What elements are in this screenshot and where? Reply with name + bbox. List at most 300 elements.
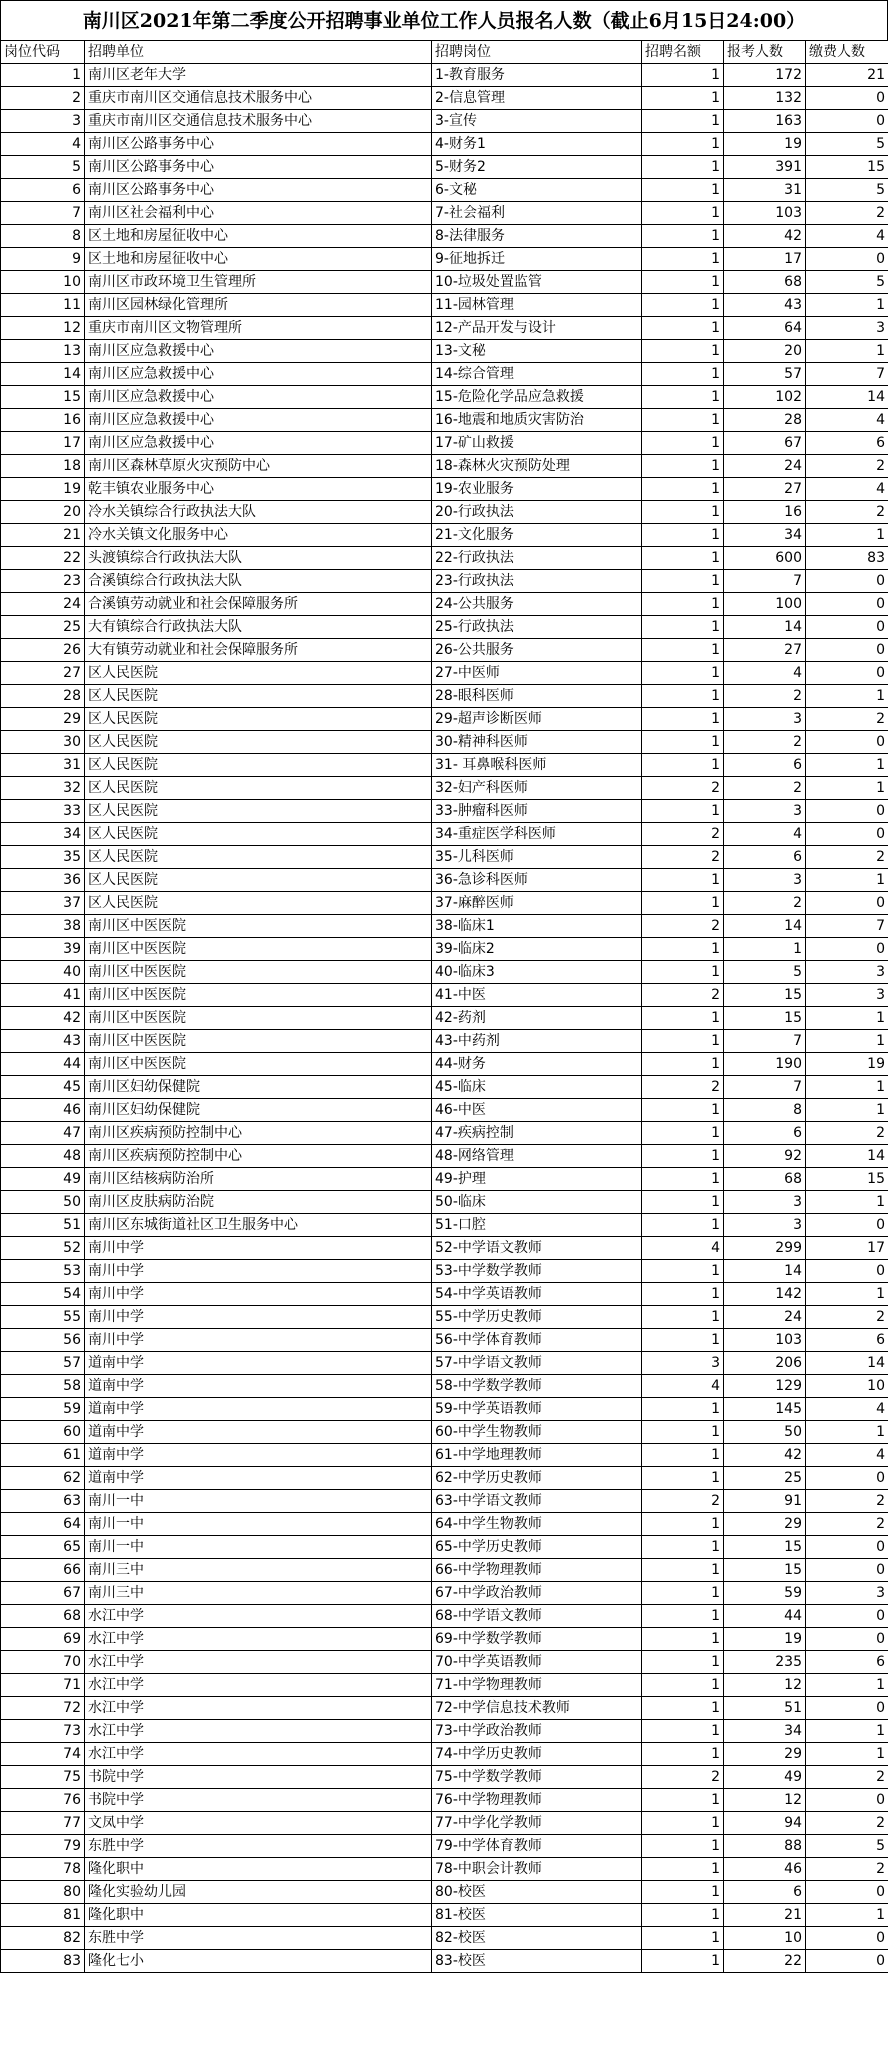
cell-position-code: 41 — [1, 984, 85, 1007]
cell-recruiting-unit: 书院中学 — [85, 1789, 432, 1812]
table-row — [1, 1536, 888, 1559]
cell-recruiting-unit: 水江中学 — [85, 1720, 432, 1743]
cell-recruiting-post: 45-临床 — [432, 1076, 642, 1099]
table-row — [1, 915, 888, 938]
cell-position-code: 1 — [1, 64, 85, 87]
cell-quota: 1 — [642, 1858, 724, 1881]
cell-recruiting-unit: 南川区应急救援中心 — [85, 363, 432, 386]
cell-quota: 1 — [642, 938, 724, 961]
cell-quota: 1 — [642, 340, 724, 363]
cell-recruiting-post: 53-中学数学教师 — [432, 1260, 642, 1283]
cell-applicants: 3 — [724, 1191, 806, 1214]
cell-position-code: 30 — [1, 731, 85, 754]
cell-quota: 1 — [642, 869, 724, 892]
cell-applicants: 24 — [724, 455, 806, 478]
cell-paid: 1 — [806, 1076, 888, 1099]
cell-applicants: 7 — [724, 1076, 806, 1099]
cell-recruiting-unit: 区土地和房屋征收中心 — [85, 248, 432, 271]
cell-applicants: 46 — [724, 1858, 806, 1881]
cell-applicants: 15 — [724, 1007, 806, 1030]
cell-paid: 0 — [806, 1260, 888, 1283]
cell-position-code: 59 — [1, 1398, 85, 1421]
cell-paid: 3 — [806, 961, 888, 984]
table-row — [1, 938, 888, 961]
cell-paid: 1 — [806, 1421, 888, 1444]
cell-recruiting-post: 20-行政执法 — [432, 501, 642, 524]
table-row — [1, 271, 888, 294]
cell-applicants: 4 — [724, 823, 806, 846]
cell-recruiting-unit: 南川区应急救援中心 — [85, 409, 432, 432]
table-row — [1, 1835, 888, 1858]
cell-position-code: 56 — [1, 1329, 85, 1352]
cell-recruiting-post: 57-中学语文教师 — [432, 1352, 642, 1375]
cell-recruiting-unit: 区人民医院 — [85, 823, 432, 846]
cell-applicants: 22 — [724, 1950, 806, 1973]
cell-paid: 4 — [806, 1444, 888, 1467]
cell-paid: 1 — [806, 1674, 888, 1697]
cell-recruiting-unit: 区人民医院 — [85, 754, 432, 777]
cell-position-code: 31 — [1, 754, 85, 777]
cell-position-code: 55 — [1, 1306, 85, 1329]
cell-position-code: 34 — [1, 823, 85, 846]
cell-recruiting-post: 13-文秘 — [432, 340, 642, 363]
cell-paid: 1 — [806, 1283, 888, 1306]
table-row — [1, 708, 888, 731]
cell-position-code: 70 — [1, 1651, 85, 1674]
cell-applicants: 43 — [724, 294, 806, 317]
cell-recruiting-unit: 南川区中医医院 — [85, 961, 432, 984]
cell-recruiting-unit: 南川一中 — [85, 1513, 432, 1536]
table-row — [1, 754, 888, 777]
cell-position-code: 53 — [1, 1260, 85, 1283]
cell-paid: 2 — [806, 1766, 888, 1789]
cell-position-code: 60 — [1, 1421, 85, 1444]
table-row — [1, 478, 888, 501]
table-row — [1, 1789, 888, 1812]
cell-recruiting-post: 62-中学历史教师 — [432, 1467, 642, 1490]
cell-recruiting-post: 48-网络管理 — [432, 1145, 642, 1168]
cell-paid: 7 — [806, 915, 888, 938]
cell-quota: 1 — [642, 179, 724, 202]
cell-recruiting-unit: 南川中学 — [85, 1329, 432, 1352]
cell-quota: 1 — [642, 294, 724, 317]
cell-applicants: 16 — [724, 501, 806, 524]
cell-quota: 1 — [642, 1467, 724, 1490]
cell-position-code: 20 — [1, 501, 85, 524]
cell-applicants: 59 — [724, 1582, 806, 1605]
table-row — [1, 87, 888, 110]
cell-quota: 1 — [642, 1007, 724, 1030]
cell-applicants: 27 — [724, 639, 806, 662]
table-row — [1, 1076, 888, 1099]
cell-position-code: 9 — [1, 248, 85, 271]
cell-applicants: 14 — [724, 915, 806, 938]
cell-applicants: 29 — [724, 1513, 806, 1536]
cell-position-code: 66 — [1, 1559, 85, 1582]
cell-recruiting-unit: 道南中学 — [85, 1421, 432, 1444]
cell-paid: 1 — [806, 685, 888, 708]
cell-applicants: 15 — [724, 1536, 806, 1559]
cell-applicants: 44 — [724, 1605, 806, 1628]
cell-paid: 14 — [806, 386, 888, 409]
table-row — [1, 202, 888, 225]
cell-quota: 1 — [642, 1122, 724, 1145]
cell-quota: 1 — [642, 248, 724, 271]
cell-position-code: 14 — [1, 363, 85, 386]
cell-recruiting-post: 30-精神科医师 — [432, 731, 642, 754]
cell-quota: 1 — [642, 225, 724, 248]
cell-recruiting-post: 68-中学语文教师 — [432, 1605, 642, 1628]
cell-quota: 1 — [642, 1099, 724, 1122]
table-row — [1, 524, 888, 547]
cell-position-code: 44 — [1, 1053, 85, 1076]
cell-recruiting-unit: 水江中学 — [85, 1605, 432, 1628]
cell-paid: 0 — [806, 1559, 888, 1582]
cell-recruiting-post: 8-法律服务 — [432, 225, 642, 248]
cell-applicants: 600 — [724, 547, 806, 570]
cell-quota: 1 — [642, 1651, 724, 1674]
cell-recruiting-post: 40-临床3 — [432, 961, 642, 984]
cell-applicants: 64 — [724, 317, 806, 340]
cell-applicants: 163 — [724, 110, 806, 133]
table-row — [1, 1191, 888, 1214]
cell-recruiting-unit: 南川中学 — [85, 1237, 432, 1260]
table-row — [1, 110, 888, 133]
cell-recruiting-unit: 区人民医院 — [85, 731, 432, 754]
cell-paid: 0 — [806, 1881, 888, 1904]
table-row — [1, 1030, 888, 1053]
cell-position-code: 75 — [1, 1766, 85, 1789]
cell-applicants: 15 — [724, 984, 806, 1007]
table-row — [1, 1651, 888, 1674]
cell-position-code: 68 — [1, 1605, 85, 1628]
cell-paid: 1 — [806, 1191, 888, 1214]
cell-position-code: 26 — [1, 639, 85, 662]
cell-recruiting-post: 11-园林管理 — [432, 294, 642, 317]
cell-paid: 2 — [806, 1812, 888, 1835]
cell-recruiting-unit: 南川区中医医院 — [85, 1053, 432, 1076]
cell-position-code: 61 — [1, 1444, 85, 1467]
cell-position-code: 51 — [1, 1214, 85, 1237]
cell-paid: 0 — [806, 593, 888, 616]
table-row — [1, 547, 888, 570]
cell-quota: 1 — [642, 1559, 724, 1582]
cell-quota: 1 — [642, 432, 724, 455]
cell-position-code: 10 — [1, 271, 85, 294]
table-row — [1, 294, 888, 317]
cell-paid: 4 — [806, 478, 888, 501]
cell-recruiting-unit: 南川区妇幼保健院 — [85, 1099, 432, 1122]
cell-paid: 15 — [806, 1168, 888, 1191]
cell-paid: 1 — [806, 869, 888, 892]
cell-recruiting-post: 16-地震和地质灾害防治 — [432, 409, 642, 432]
cell-applicants: 94 — [724, 1812, 806, 1835]
cell-applicants: 29 — [724, 1743, 806, 1766]
cell-recruiting-post: 38-临床1 — [432, 915, 642, 938]
cell-position-code: 49 — [1, 1168, 85, 1191]
cell-position-code: 12 — [1, 317, 85, 340]
cell-position-code: 62 — [1, 1467, 85, 1490]
cell-position-code: 29 — [1, 708, 85, 731]
cell-position-code: 4 — [1, 133, 85, 156]
cell-position-code: 8 — [1, 225, 85, 248]
cell-quota: 1 — [642, 1053, 724, 1076]
cell-recruiting-unit: 南川区中医医院 — [85, 938, 432, 961]
cell-applicants: 21 — [724, 1904, 806, 1927]
cell-position-code: 43 — [1, 1030, 85, 1053]
table-row — [1, 1214, 888, 1237]
table-row — [1, 1375, 888, 1398]
table-row — [1, 846, 888, 869]
cell-recruiting-unit: 南川区森林草原火灾预防中心 — [85, 455, 432, 478]
cell-recruiting-post: 19-农业服务 — [432, 478, 642, 501]
cell-quota: 1 — [642, 1329, 724, 1352]
cell-applicants: 2 — [724, 892, 806, 915]
cell-position-code: 48 — [1, 1145, 85, 1168]
cell-recruiting-unit: 道南中学 — [85, 1444, 432, 1467]
cell-recruiting-unit: 南川区中医医院 — [85, 1030, 432, 1053]
cell-recruiting-post: 22-行政执法 — [432, 547, 642, 570]
cell-recruiting-unit: 南川中学 — [85, 1260, 432, 1283]
cell-recruiting-post: 43-中药剂 — [432, 1030, 642, 1053]
cell-quota: 1 — [642, 1283, 724, 1306]
cell-applicants: 28 — [724, 409, 806, 432]
cell-applicants: 42 — [724, 1444, 806, 1467]
table-row — [1, 1743, 888, 1766]
cell-quota: 1 — [642, 156, 724, 179]
cell-paid: 1 — [806, 1007, 888, 1030]
cell-applicants: 102 — [724, 386, 806, 409]
cell-recruiting-unit: 南川区园林绿化管理所 — [85, 294, 432, 317]
cell-position-code: 82 — [1, 1927, 85, 1950]
cell-applicants: 100 — [724, 593, 806, 616]
cell-paid: 0 — [806, 110, 888, 133]
cell-position-code: 42 — [1, 1007, 85, 1030]
cell-quota: 1 — [642, 455, 724, 478]
cell-paid: 0 — [806, 800, 888, 823]
cell-position-code: 7 — [1, 202, 85, 225]
cell-applicants: 25 — [724, 1467, 806, 1490]
cell-recruiting-post: 64-中学生物教师 — [432, 1513, 642, 1536]
cell-position-code: 18 — [1, 455, 85, 478]
cell-recruiting-unit: 南川区公路事务中心 — [85, 133, 432, 156]
cell-position-code: 37 — [1, 892, 85, 915]
cell-position-code: 72 — [1, 1697, 85, 1720]
cell-applicants: 103 — [724, 202, 806, 225]
cell-recruiting-post: 23-行政执法 — [432, 570, 642, 593]
table-row — [1, 225, 888, 248]
cell-position-code: 16 — [1, 409, 85, 432]
cell-recruiting-post: 1-教育服务 — [432, 64, 642, 87]
cell-quota: 4 — [642, 1375, 724, 1398]
cell-recruiting-post: 6-文秘 — [432, 179, 642, 202]
cell-position-code: 5 — [1, 156, 85, 179]
cell-position-code: 2 — [1, 87, 85, 110]
cell-applicants: 91 — [724, 1490, 806, 1513]
cell-quota: 1 — [642, 639, 724, 662]
cell-paid: 1 — [806, 1030, 888, 1053]
table-row — [1, 248, 888, 271]
cell-recruiting-unit: 冷水关镇综合行政执法大队 — [85, 501, 432, 524]
cell-recruiting-post: 79-中学体育教师 — [432, 1835, 642, 1858]
cell-recruiting-unit: 水江中学 — [85, 1674, 432, 1697]
cell-paid: 2 — [806, 846, 888, 869]
cell-applicants: 67 — [724, 432, 806, 455]
cell-position-code: 83 — [1, 1950, 85, 1973]
table-row — [1, 1559, 888, 1582]
cell-quota: 1 — [642, 271, 724, 294]
cell-recruiting-post: 42-药剂 — [432, 1007, 642, 1030]
cell-applicants: 7 — [724, 570, 806, 593]
cell-recruiting-post: 12-产品开发与设计 — [432, 317, 642, 340]
cell-applicants: 172 — [724, 64, 806, 87]
cell-recruiting-post: 73-中学政治教师 — [432, 1720, 642, 1743]
cell-quota: 1 — [642, 731, 724, 754]
cell-position-code: 63 — [1, 1490, 85, 1513]
cell-quota: 1 — [642, 1720, 724, 1743]
cell-recruiting-post: 59-中学英语教师 — [432, 1398, 642, 1421]
cell-recruiting-unit: 南川中学 — [85, 1306, 432, 1329]
cell-recruiting-unit: 大有镇劳动就业和社会保障服务所 — [85, 639, 432, 662]
cell-recruiting-post: 31- 耳鼻喉科医师 — [432, 754, 642, 777]
cell-recruiting-unit: 道南中学 — [85, 1398, 432, 1421]
cell-position-code: 32 — [1, 777, 85, 800]
cell-recruiting-post: 14-综合管理 — [432, 363, 642, 386]
table-row — [1, 1812, 888, 1835]
cell-paid: 2 — [806, 455, 888, 478]
table-row — [1, 1720, 888, 1743]
cell-recruiting-post: 2-信息管理 — [432, 87, 642, 110]
cell-recruiting-unit: 南川区中医医院 — [85, 984, 432, 1007]
header-applicants: 报考人数 — [724, 41, 806, 64]
cell-quota: 1 — [642, 1950, 724, 1973]
cell-applicants: 51 — [724, 1697, 806, 1720]
cell-quota: 1 — [642, 1214, 724, 1237]
cell-recruiting-unit: 南川区东城街道社区卫生服务中心 — [85, 1214, 432, 1237]
cell-applicants: 132 — [724, 87, 806, 110]
table-row — [1, 432, 888, 455]
cell-position-code: 52 — [1, 1237, 85, 1260]
cell-recruiting-post: 24-公共服务 — [432, 593, 642, 616]
cell-position-code: 77 — [1, 1812, 85, 1835]
table-row — [1, 156, 888, 179]
cell-recruiting-post: 54-中学英语教师 — [432, 1283, 642, 1306]
cell-quota: 2 — [642, 1766, 724, 1789]
cell-quota: 2 — [642, 777, 724, 800]
table-row — [1, 1168, 888, 1191]
cell-paid: 2 — [806, 1122, 888, 1145]
cell-position-code: 69 — [1, 1628, 85, 1651]
cell-recruiting-unit: 隆化职中 — [85, 1904, 432, 1927]
cell-paid: 6 — [806, 1651, 888, 1674]
cell-recruiting-unit: 南川区市政环境卫生管理所 — [85, 271, 432, 294]
cell-paid: 5 — [806, 179, 888, 202]
cell-quota: 1 — [642, 1812, 724, 1835]
cell-quota: 1 — [642, 478, 724, 501]
cell-recruiting-post: 75-中学数学教师 — [432, 1766, 642, 1789]
cell-recruiting-post: 21-文化服务 — [432, 524, 642, 547]
cell-applicants: 88 — [724, 1835, 806, 1858]
cell-recruiting-unit: 水江中学 — [85, 1651, 432, 1674]
table-row — [1, 1513, 888, 1536]
cell-quota: 2 — [642, 1076, 724, 1099]
cell-applicants: 42 — [724, 225, 806, 248]
cell-recruiting-post: 5-财务2 — [432, 156, 642, 179]
table-row — [1, 1283, 888, 1306]
cell-paid: 3 — [806, 1582, 888, 1605]
cell-quota: 1 — [642, 1260, 724, 1283]
cell-recruiting-unit: 重庆市南川区文物管理所 — [85, 317, 432, 340]
table-row — [1, 1605, 888, 1628]
cell-recruiting-post: 70-中学英语教师 — [432, 1651, 642, 1674]
cell-paid: 4 — [806, 1398, 888, 1421]
cell-recruiting-post: 58-中学数学教师 — [432, 1375, 642, 1398]
cell-recruiting-unit: 道南中学 — [85, 1375, 432, 1398]
cell-paid: 0 — [806, 87, 888, 110]
cell-position-code: 36 — [1, 869, 85, 892]
cell-quota: 1 — [642, 1743, 724, 1766]
cell-recruiting-unit: 文凤中学 — [85, 1812, 432, 1835]
cell-paid: 1 — [806, 1904, 888, 1927]
header-recruiting-post: 招聘岗位 — [432, 41, 642, 64]
cell-quota: 1 — [642, 1168, 724, 1191]
table-row — [1, 800, 888, 823]
table-row — [1, 731, 888, 754]
cell-recruiting-post: 65-中学历史教师 — [432, 1536, 642, 1559]
cell-recruiting-post: 37-麻醉医师 — [432, 892, 642, 915]
cell-recruiting-unit: 南川区老年大学 — [85, 64, 432, 87]
cell-paid: 5 — [806, 271, 888, 294]
cell-recruiting-unit: 道南中学 — [85, 1467, 432, 1490]
cell-paid: 1 — [806, 754, 888, 777]
cell-recruiting-post: 78-中职会计教师 — [432, 1858, 642, 1881]
table-row — [1, 685, 888, 708]
cell-recruiting-unit: 南川中学 — [85, 1283, 432, 1306]
table-row — [1, 455, 888, 478]
cell-position-code: 11 — [1, 294, 85, 317]
cell-position-code: 6 — [1, 179, 85, 202]
table-row — [1, 984, 888, 1007]
table-row — [1, 1444, 888, 1467]
cell-position-code: 73 — [1, 1720, 85, 1743]
cell-paid: 6 — [806, 432, 888, 455]
cell-recruiting-post: 27-中医师 — [432, 662, 642, 685]
cell-quota: 1 — [642, 961, 724, 984]
cell-position-code: 45 — [1, 1076, 85, 1099]
cell-paid: 0 — [806, 1467, 888, 1490]
table-row — [1, 1881, 888, 1904]
cell-recruiting-post: 81-校医 — [432, 1904, 642, 1927]
cell-recruiting-unit: 南川一中 — [85, 1536, 432, 1559]
cell-quota: 1 — [642, 1306, 724, 1329]
cell-applicants: 103 — [724, 1329, 806, 1352]
table-row — [1, 64, 888, 87]
cell-applicants: 129 — [724, 1375, 806, 1398]
cell-quota: 4 — [642, 1237, 724, 1260]
cell-paid: 5 — [806, 133, 888, 156]
cell-applicants: 3 — [724, 708, 806, 731]
cell-applicants: 20 — [724, 340, 806, 363]
cell-recruiting-post: 4-财务1 — [432, 133, 642, 156]
cell-applicants: 1 — [724, 938, 806, 961]
cell-recruiting-post: 47-疾病控制 — [432, 1122, 642, 1145]
cell-paid: 1 — [806, 340, 888, 363]
sheet-title: 南川区2021年第二季度公开招聘事业单位工作人员报名人数（截止6月15日24:00） — [0, 0, 888, 40]
cell-recruiting-unit: 南川三中 — [85, 1582, 432, 1605]
cell-recruiting-post: 51-口腔 — [432, 1214, 642, 1237]
table-row — [1, 1674, 888, 1697]
table-row — [1, 1053, 888, 1076]
